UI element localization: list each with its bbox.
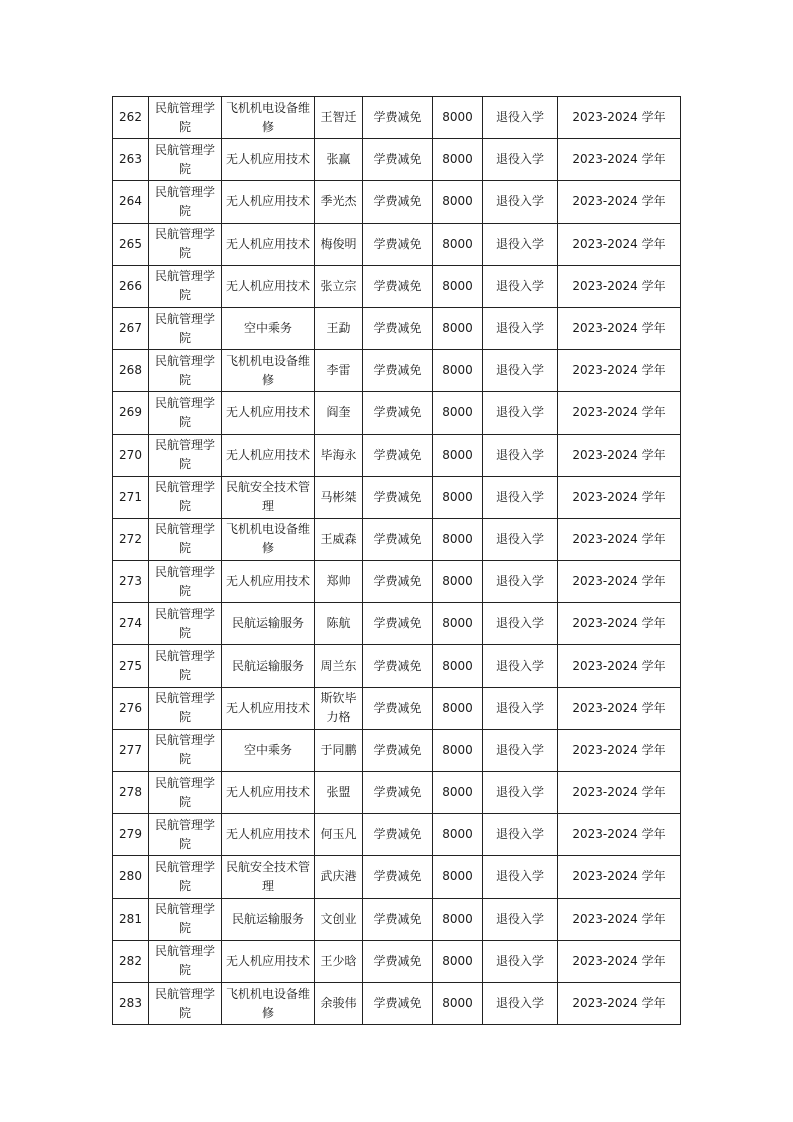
student-name-cell: 张盟	[315, 772, 363, 814]
academic-year-cell: 2023-2024 学年	[558, 982, 681, 1024]
aid-type-cell: 学费减免	[363, 307, 433, 349]
major-cell: 无人机应用技术	[222, 223, 315, 265]
table-row	[113, 265, 681, 307]
major-cell: 无人机应用技术	[222, 772, 315, 814]
student-name-cell: 毕海永	[315, 434, 363, 476]
academic-year-cell: 2023-2024 学年	[558, 181, 681, 223]
row-number-cell: 266	[113, 265, 149, 307]
college-cell: 民航管理学院	[149, 181, 222, 223]
category-cell: 退役入学	[483, 645, 558, 687]
category-cell: 退役入学	[483, 265, 558, 307]
college-cell: 民航管理学院	[149, 603, 222, 645]
category-cell: 退役入学	[483, 982, 558, 1024]
category-cell: 退役入学	[483, 856, 558, 898]
aid-type-cell: 学费减免	[363, 350, 433, 392]
college-cell: 民航管理学院	[149, 139, 222, 181]
category-cell: 退役入学	[483, 476, 558, 518]
student-name-cell: 文创业	[315, 898, 363, 940]
aid-type-cell: 学费减免	[363, 518, 433, 560]
major-cell: 无人机应用技术	[222, 139, 315, 181]
table-row	[113, 772, 681, 814]
category-cell: 退役入学	[483, 603, 558, 645]
row-number-cell: 276	[113, 687, 149, 729]
aid-type-cell: 学费减免	[363, 982, 433, 1024]
aid-type-cell: 学费减免	[363, 940, 433, 982]
academic-year-cell: 2023-2024 学年	[558, 561, 681, 603]
amount-cell: 8000	[433, 772, 483, 814]
table-row	[113, 350, 681, 392]
aid-type-cell: 学费减免	[363, 97, 433, 139]
major-cell: 飞机机电设备维修	[222, 350, 315, 392]
college-cell: 民航管理学院	[149, 645, 222, 687]
major-cell: 民航安全技术管理	[222, 856, 315, 898]
major-cell: 民航运输服务	[222, 603, 315, 645]
category-cell: 退役入学	[483, 772, 558, 814]
college-cell: 民航管理学院	[149, 223, 222, 265]
aid-type-cell: 学费减免	[363, 898, 433, 940]
student-name-cell: 周兰东	[315, 645, 363, 687]
student-name-cell: 武庆港	[315, 856, 363, 898]
amount-cell: 8000	[433, 392, 483, 434]
category-cell: 退役入学	[483, 898, 558, 940]
amount-cell: 8000	[433, 729, 483, 771]
amount-cell: 8000	[433, 518, 483, 560]
table-row	[113, 982, 681, 1024]
table-row	[113, 223, 681, 265]
academic-year-cell: 2023-2024 学年	[558, 139, 681, 181]
row-number-cell: 265	[113, 223, 149, 265]
major-cell: 空中乘务	[222, 307, 315, 349]
category-cell: 退役入学	[483, 729, 558, 771]
aid-type-cell: 学费减免	[363, 392, 433, 434]
row-number-cell: 282	[113, 940, 149, 982]
academic-year-cell: 2023-2024 学年	[558, 856, 681, 898]
amount-cell: 8000	[433, 687, 483, 729]
row-number-cell: 262	[113, 97, 149, 139]
college-cell: 民航管理学院	[149, 940, 222, 982]
amount-cell: 8000	[433, 856, 483, 898]
row-number-cell: 273	[113, 561, 149, 603]
row-number-cell: 281	[113, 898, 149, 940]
student-name-cell: 马彬桀	[315, 476, 363, 518]
college-cell: 民航管理学院	[149, 434, 222, 476]
academic-year-cell: 2023-2024 学年	[558, 687, 681, 729]
table-body	[113, 97, 681, 1025]
student-name-cell: 斯钦毕力格	[315, 687, 363, 729]
table-row	[113, 392, 681, 434]
aid-type-cell: 学费减免	[363, 856, 433, 898]
aid-type-cell: 学费减免	[363, 223, 433, 265]
aid-type-cell: 学费减免	[363, 476, 433, 518]
student-name-cell: 季光杰	[315, 181, 363, 223]
major-cell: 无人机应用技术	[222, 265, 315, 307]
row-number-cell: 279	[113, 814, 149, 856]
academic-year-cell: 2023-2024 学年	[558, 265, 681, 307]
amount-cell: 8000	[433, 265, 483, 307]
aid-type-cell: 学费减免	[363, 814, 433, 856]
amount-cell: 8000	[433, 561, 483, 603]
category-cell: 退役入学	[483, 350, 558, 392]
category-cell: 退役入学	[483, 687, 558, 729]
college-cell: 民航管理学院	[149, 97, 222, 139]
student-name-cell: 梅俊明	[315, 223, 363, 265]
academic-year-cell: 2023-2024 学年	[558, 392, 681, 434]
college-cell: 民航管理学院	[149, 729, 222, 771]
table-row	[113, 181, 681, 223]
academic-year-cell: 2023-2024 学年	[558, 476, 681, 518]
amount-cell: 8000	[433, 139, 483, 181]
amount-cell: 8000	[433, 940, 483, 982]
major-cell: 无人机应用技术	[222, 940, 315, 982]
row-number-cell: 268	[113, 350, 149, 392]
aid-type-cell: 学费减免	[363, 729, 433, 771]
row-number-cell: 278	[113, 772, 149, 814]
student-name-cell: 阎奎	[315, 392, 363, 434]
academic-year-cell: 2023-2024 学年	[558, 898, 681, 940]
table-row	[113, 729, 681, 771]
category-cell: 退役入学	[483, 561, 558, 603]
college-cell: 民航管理学院	[149, 856, 222, 898]
student-name-cell: 王威森	[315, 518, 363, 560]
table-row	[113, 687, 681, 729]
category-cell: 退役入学	[483, 518, 558, 560]
college-cell: 民航管理学院	[149, 392, 222, 434]
aid-type-cell: 学费减免	[363, 645, 433, 687]
amount-cell: 8000	[433, 350, 483, 392]
major-cell: 民航运输服务	[222, 898, 315, 940]
amount-cell: 8000	[433, 982, 483, 1024]
amount-cell: 8000	[433, 181, 483, 223]
student-name-cell: 于同鹏	[315, 729, 363, 771]
aid-type-cell: 学费减免	[363, 181, 433, 223]
college-cell: 民航管理学院	[149, 814, 222, 856]
academic-year-cell: 2023-2024 学年	[558, 603, 681, 645]
academic-year-cell: 2023-2024 学年	[558, 729, 681, 771]
student-name-cell: 王勐	[315, 307, 363, 349]
student-name-cell: 李雷	[315, 350, 363, 392]
aid-type-cell: 学费减免	[363, 434, 433, 476]
academic-year-cell: 2023-2024 学年	[558, 350, 681, 392]
student-aid-table	[112, 96, 681, 1025]
table-row	[113, 898, 681, 940]
amount-cell: 8000	[433, 223, 483, 265]
row-number-cell: 283	[113, 982, 149, 1024]
amount-cell: 8000	[433, 645, 483, 687]
row-number-cell: 270	[113, 434, 149, 476]
college-cell: 民航管理学院	[149, 518, 222, 560]
amount-cell: 8000	[433, 476, 483, 518]
category-cell: 退役入学	[483, 97, 558, 139]
student-name-cell: 郑帅	[315, 561, 363, 603]
aid-type-cell: 学费减免	[363, 265, 433, 307]
table-row	[113, 97, 681, 139]
academic-year-cell: 2023-2024 学年	[558, 307, 681, 349]
amount-cell: 8000	[433, 898, 483, 940]
student-name-cell: 王智迁	[315, 97, 363, 139]
row-number-cell: 275	[113, 645, 149, 687]
student-name-cell: 张赢	[315, 139, 363, 181]
category-cell: 退役入学	[483, 434, 558, 476]
college-cell: 民航管理学院	[149, 350, 222, 392]
row-number-cell: 271	[113, 476, 149, 518]
amount-cell: 8000	[433, 814, 483, 856]
category-cell: 退役入学	[483, 307, 558, 349]
major-cell: 飞机机电设备维修	[222, 97, 315, 139]
row-number-cell: 267	[113, 307, 149, 349]
table-row	[113, 307, 681, 349]
college-cell: 民航管理学院	[149, 265, 222, 307]
table-row	[113, 645, 681, 687]
college-cell: 民航管理学院	[149, 307, 222, 349]
aid-type-cell: 学费减免	[363, 603, 433, 645]
row-number-cell: 269	[113, 392, 149, 434]
amount-cell: 8000	[433, 307, 483, 349]
major-cell: 无人机应用技术	[222, 814, 315, 856]
college-cell: 民航管理学院	[149, 687, 222, 729]
table-row	[113, 139, 681, 181]
academic-year-cell: 2023-2024 学年	[558, 223, 681, 265]
category-cell: 退役入学	[483, 392, 558, 434]
academic-year-cell: 2023-2024 学年	[558, 814, 681, 856]
table-row	[113, 561, 681, 603]
academic-year-cell: 2023-2024 学年	[558, 940, 681, 982]
academic-year-cell: 2023-2024 学年	[558, 518, 681, 560]
category-cell: 退役入学	[483, 814, 558, 856]
student-name-cell: 张立宗	[315, 265, 363, 307]
college-cell: 民航管理学院	[149, 772, 222, 814]
table-row	[113, 940, 681, 982]
major-cell: 无人机应用技术	[222, 181, 315, 223]
major-cell: 无人机应用技术	[222, 561, 315, 603]
row-number-cell: 277	[113, 729, 149, 771]
academic-year-cell: 2023-2024 学年	[558, 97, 681, 139]
college-cell: 民航管理学院	[149, 561, 222, 603]
category-cell: 退役入学	[483, 940, 558, 982]
student-name-cell: 何玉凡	[315, 814, 363, 856]
college-cell: 民航管理学院	[149, 982, 222, 1024]
amount-cell: 8000	[433, 603, 483, 645]
major-cell: 空中乘务	[222, 729, 315, 771]
college-cell: 民航管理学院	[149, 898, 222, 940]
aid-type-cell: 学费减免	[363, 139, 433, 181]
row-number-cell: 274	[113, 603, 149, 645]
major-cell: 无人机应用技术	[222, 434, 315, 476]
major-cell: 飞机机电设备维修	[222, 518, 315, 560]
aid-type-cell: 学费减免	[363, 561, 433, 603]
table-row	[113, 434, 681, 476]
row-number-cell: 280	[113, 856, 149, 898]
row-number-cell: 272	[113, 518, 149, 560]
major-cell: 飞机机电设备维修	[222, 982, 315, 1024]
row-number-cell: 264	[113, 181, 149, 223]
major-cell: 无人机应用技术	[222, 687, 315, 729]
academic-year-cell: 2023-2024 学年	[558, 645, 681, 687]
academic-year-cell: 2023-2024 学年	[558, 434, 681, 476]
college-cell: 民航管理学院	[149, 476, 222, 518]
table-row	[113, 518, 681, 560]
table-row	[113, 476, 681, 518]
academic-year-cell: 2023-2024 学年	[558, 772, 681, 814]
category-cell: 退役入学	[483, 181, 558, 223]
table-row	[113, 603, 681, 645]
aid-type-cell: 学费减免	[363, 687, 433, 729]
major-cell: 民航运输服务	[222, 645, 315, 687]
aid-type-cell: 学费减免	[363, 772, 433, 814]
table-row	[113, 814, 681, 856]
amount-cell: 8000	[433, 434, 483, 476]
major-cell: 民航安全技术管理	[222, 476, 315, 518]
table-row	[113, 856, 681, 898]
amount-cell: 8000	[433, 97, 483, 139]
student-name-cell: 余骏伟	[315, 982, 363, 1024]
category-cell: 退役入学	[483, 223, 558, 265]
student-name-cell: 陈航	[315, 603, 363, 645]
category-cell: 退役入学	[483, 139, 558, 181]
major-cell: 无人机应用技术	[222, 392, 315, 434]
row-number-cell: 263	[113, 139, 149, 181]
student-name-cell: 王少晗	[315, 940, 363, 982]
